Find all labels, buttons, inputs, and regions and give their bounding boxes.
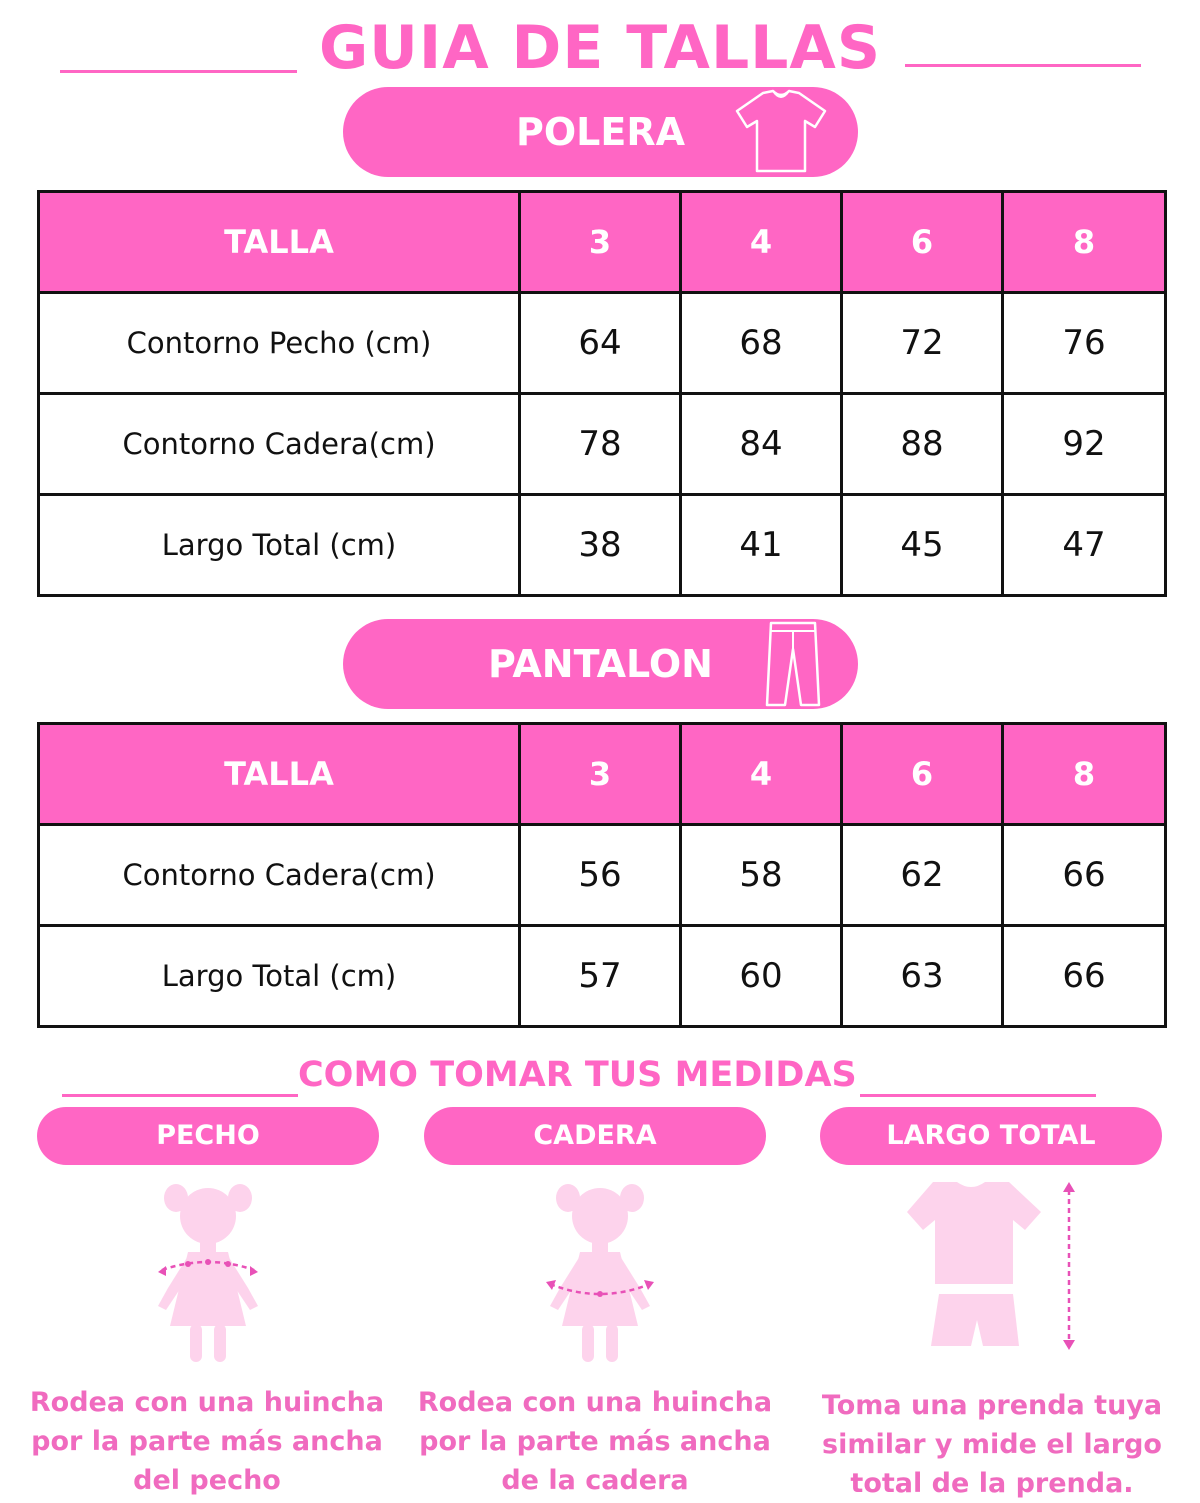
howto-rule-left xyxy=(62,1094,298,1097)
howto-title: COMO TOMAR TUS MEDIDAS xyxy=(298,1055,857,1095)
table-cell: 64 xyxy=(520,293,681,394)
row-label: Contorno Cadera(cm) xyxy=(39,394,520,495)
table-row xyxy=(39,495,1166,596)
title-rule-right xyxy=(905,64,1141,67)
desc-line: total de la prenda. xyxy=(850,1468,1134,1499)
girl-chest-measure-icon xyxy=(138,1176,278,1366)
header-cell: 3 xyxy=(520,724,681,825)
table-cell: 63 xyxy=(842,926,1003,1027)
tshirt-icon xyxy=(733,87,829,175)
table-cell: 88 xyxy=(842,394,1003,495)
row-label: Contorno Pecho (cm) xyxy=(39,293,520,394)
desc-line: Toma una prenda tuya xyxy=(821,1390,1163,1421)
polera-size-table xyxy=(37,190,1167,597)
header-cell: 6 xyxy=(842,724,1003,825)
girl-hip-measure-icon xyxy=(530,1176,670,1366)
garment-length-icon xyxy=(905,1178,1085,1358)
table-cell: 72 xyxy=(842,293,1003,394)
row-label: Contorno Cadera(cm) xyxy=(39,825,520,926)
table-cell: 66 xyxy=(1003,825,1166,926)
desc-line: Rodea con una huincha xyxy=(417,1387,773,1418)
table-row xyxy=(39,926,1166,1027)
table-cell: 84 xyxy=(681,394,842,495)
header-cell: 4 xyxy=(681,192,842,293)
header-cell: 8 xyxy=(1003,192,1166,293)
table-cell: 58 xyxy=(681,825,842,926)
section-pantalon-label: PANTALON xyxy=(488,642,713,686)
desc-line: por la parte más ancha xyxy=(419,1426,771,1457)
table-row xyxy=(39,293,1166,394)
table-cell: 38 xyxy=(520,495,681,596)
row-label: Largo Total (cm) xyxy=(39,926,520,1027)
section-polera xyxy=(343,87,858,177)
howto-desc-cadera xyxy=(405,1383,785,1500)
howto-label-largo: LARGO TOTAL xyxy=(820,1107,1162,1165)
section-pantalon xyxy=(343,619,858,709)
table-cell: 78 xyxy=(520,394,681,495)
desc-line: similar y mide el largo xyxy=(822,1429,1162,1460)
desc-line: por la parte más ancha xyxy=(31,1426,383,1457)
howto-label-cadera: CADERA xyxy=(424,1107,766,1165)
table-cell: 66 xyxy=(1003,926,1166,1027)
table-header-row xyxy=(39,192,1166,293)
howto-desc-largo xyxy=(802,1386,1182,1503)
table-cell: 76 xyxy=(1003,293,1166,394)
header-cell: 6 xyxy=(842,192,1003,293)
header-cell: TALLA xyxy=(39,724,520,825)
table-cell: 41 xyxy=(681,495,842,596)
desc-line: del pecho xyxy=(133,1465,281,1496)
howto-rule-right xyxy=(860,1094,1096,1097)
header-cell: 8 xyxy=(1003,724,1166,825)
table-cell: 45 xyxy=(842,495,1003,596)
table-row xyxy=(39,394,1166,495)
table-cell: 62 xyxy=(842,825,1003,926)
table-cell: 57 xyxy=(520,926,681,1027)
desc-line: Rodea con una huincha xyxy=(29,1387,385,1418)
pants-icon xyxy=(763,619,823,709)
row-label: Largo Total (cm) xyxy=(39,495,520,596)
section-polera-label: POLERA xyxy=(516,110,685,154)
table-cell: 68 xyxy=(681,293,842,394)
table-row xyxy=(39,825,1166,926)
page-title: GUIA DE TALLAS xyxy=(318,13,882,83)
header-cell: 4 xyxy=(681,724,842,825)
howto-label-pecho: PECHO xyxy=(37,1107,379,1165)
table-cell: 92 xyxy=(1003,394,1166,495)
table-cell: 47 xyxy=(1003,495,1166,596)
howto-desc-pecho xyxy=(17,1383,397,1500)
table-cell: 60 xyxy=(681,926,842,1027)
header-cell: TALLA xyxy=(39,192,520,293)
header-cell: 3 xyxy=(520,192,681,293)
pantalon-size-table xyxy=(37,722,1167,1028)
table-header-row xyxy=(39,724,1166,825)
desc-line: de la cadera xyxy=(501,1465,689,1496)
table-cell: 56 xyxy=(520,825,681,926)
